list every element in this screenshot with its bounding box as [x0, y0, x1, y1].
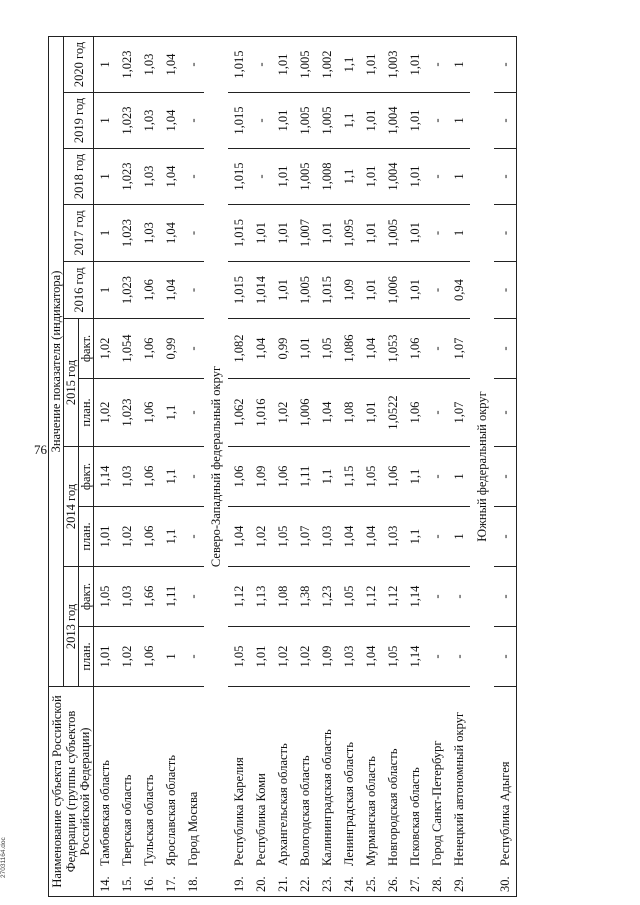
value-cell: 1,14	[404, 627, 426, 687]
value-cell: 1,023	[116, 262, 138, 319]
value-cell: 1,1	[338, 93, 360, 149]
value-cell: 1,023	[116, 37, 138, 93]
value-cell: -	[494, 319, 517, 379]
value-cell: 1,02	[250, 507, 272, 567]
plan-2014-header: план.	[79, 507, 94, 567]
value-cell: 1	[448, 507, 470, 567]
value-cell: 1	[448, 205, 470, 262]
section-title: Южный федеральный округ	[470, 37, 494, 897]
subject-cell	[294, 687, 316, 897]
value-cell: 1,15	[338, 447, 360, 507]
row-number: 25.	[364, 876, 378, 892]
value-cell: 1,1	[316, 447, 338, 507]
subject-name: Республика Карелия	[232, 757, 246, 866]
row-number: 24.	[342, 876, 356, 892]
section-row	[470, 37, 494, 897]
value-cell: 1,01	[294, 319, 316, 379]
plan-2013-header: план.	[79, 627, 94, 687]
fact-2013-header: факт.	[79, 567, 94, 627]
value-cell: 1,02	[272, 379, 294, 447]
subject-name: Город Москва	[186, 791, 200, 866]
table-row	[138, 37, 160, 897]
fact-2014-header: факт.	[79, 447, 94, 507]
table-row	[338, 37, 360, 897]
row-number: 20.	[254, 876, 268, 892]
value-cell: 1,004	[382, 93, 404, 149]
value-cell: -	[426, 262, 448, 319]
subject-name: Калининградская область	[320, 729, 334, 866]
value-cell: 1,01	[272, 205, 294, 262]
table-row	[116, 37, 138, 897]
value-cell: -	[448, 567, 470, 627]
value-cell: -	[426, 319, 448, 379]
value-cell: 1,03	[382, 507, 404, 567]
subject-cell	[182, 687, 204, 897]
value-cell: 1,1	[160, 379, 182, 447]
row-number: 17.	[164, 876, 178, 892]
value-cell: 1,11	[160, 567, 182, 627]
subject-name: Республика Адыгея	[498, 761, 512, 866]
subject-cell	[426, 687, 448, 897]
year-2016-header: 2016 год	[64, 262, 94, 319]
value-cell: -	[426, 205, 448, 262]
table-row	[250, 37, 272, 897]
value-cell: 1,06	[138, 447, 160, 507]
subject-name: Псковская область	[408, 767, 422, 866]
section-title: Северо-Западный федеральный округ	[204, 37, 228, 897]
value-cell: 1,05	[228, 627, 250, 687]
table-row	[294, 37, 316, 897]
row-number: 14.	[98, 876, 112, 892]
year-2018-header: 2018 год	[64, 149, 94, 205]
value-cell: 1,1	[404, 447, 426, 507]
value-cell: 1,01	[250, 627, 272, 687]
value-cell: -	[182, 149, 204, 205]
value-cell: 1,1	[160, 507, 182, 567]
value-cell: 1,06	[138, 379, 160, 447]
value-cell: -	[494, 567, 517, 627]
value-cell: 1,01	[272, 262, 294, 319]
value-cell: -	[426, 507, 448, 567]
value-cell: 1,01	[404, 37, 426, 93]
value-cell: 1,13	[250, 567, 272, 627]
value-cell: -	[448, 627, 470, 687]
value-cell: -	[426, 627, 448, 687]
value-cell: -	[182, 205, 204, 262]
value-cell: 1,01	[404, 262, 426, 319]
indicator-table	[48, 36, 517, 897]
value-cell: 1,015	[228, 37, 250, 93]
value-cell: 1,1	[160, 447, 182, 507]
value-cell: -	[182, 93, 204, 149]
value-cell: 1,01	[94, 627, 117, 687]
subject-cell	[272, 687, 294, 897]
value-cell: 1,04	[250, 319, 272, 379]
value-cell: 1,01	[404, 205, 426, 262]
value-cell: 1,06	[138, 262, 160, 319]
value-cell: 1,04	[360, 319, 382, 379]
row-number: 16.	[142, 876, 156, 892]
value-cell: 1,008	[316, 149, 338, 205]
value-cell: 1	[94, 37, 117, 93]
fact-2015-header: факт.	[79, 319, 94, 379]
value-cell: 1	[94, 262, 117, 319]
value-cell: 1,38	[294, 567, 316, 627]
subject-name: Ярославская область	[164, 755, 178, 866]
value-cell: 1,06	[404, 379, 426, 447]
indicator-group-header: Значение показателя (индикатора)	[49, 37, 64, 687]
table-row	[182, 37, 204, 897]
value-cell: -	[250, 149, 272, 205]
subject-name: Тульская область	[142, 774, 156, 866]
value-cell: 1,023	[116, 379, 138, 447]
value-cell: -	[182, 567, 204, 627]
value-cell: 1,006	[294, 379, 316, 447]
subject-cell	[338, 687, 360, 897]
table-row	[316, 37, 338, 897]
value-cell: -	[494, 507, 517, 567]
value-cell: 1,005	[382, 205, 404, 262]
subject-cell	[228, 687, 250, 897]
subject-cell	[250, 687, 272, 897]
subject-cell	[494, 687, 517, 897]
value-cell: 1,08	[272, 567, 294, 627]
value-cell: 1,06	[404, 319, 426, 379]
plan-2015-header: план.	[79, 379, 94, 447]
value-cell: -	[494, 93, 517, 149]
value-cell: 1,054	[116, 319, 138, 379]
value-cell: 1,06	[138, 507, 160, 567]
value-cell: 1	[448, 93, 470, 149]
value-cell: 0,99	[160, 319, 182, 379]
value-cell: 1,04	[316, 379, 338, 447]
value-cell: 1,04	[160, 93, 182, 149]
value-cell: -	[494, 627, 517, 687]
value-cell: 1,004	[382, 149, 404, 205]
value-cell: 1	[160, 627, 182, 687]
value-cell: 1,01	[272, 37, 294, 93]
value-cell: 1,05	[360, 447, 382, 507]
table-row	[404, 37, 426, 897]
value-cell: 1,04	[360, 627, 382, 687]
year-2014-header: 2014 год	[64, 447, 79, 567]
value-cell: 1,01	[272, 93, 294, 149]
value-cell: 1,04	[160, 37, 182, 93]
section-row	[204, 37, 228, 897]
value-cell: 1,1	[338, 37, 360, 93]
value-cell: 1,023	[116, 205, 138, 262]
value-cell: -	[182, 37, 204, 93]
value-cell: 1,015	[228, 262, 250, 319]
value-cell: 1,06	[382, 447, 404, 507]
subject-cell	[138, 687, 160, 897]
value-cell: 1,0522	[382, 379, 404, 447]
value-cell: 1,01	[404, 149, 426, 205]
value-cell: -	[182, 379, 204, 447]
subject-cell	[94, 687, 117, 897]
subject-cell	[116, 687, 138, 897]
value-cell: -	[426, 37, 448, 93]
value-cell: 1,03	[316, 507, 338, 567]
value-cell: 0,99	[272, 319, 294, 379]
value-cell: 1,023	[116, 149, 138, 205]
value-cell: -	[494, 262, 517, 319]
row-number: 23.	[320, 876, 334, 892]
value-cell: 1,01	[360, 149, 382, 205]
value-cell: 1,002	[316, 37, 338, 93]
value-cell: 1,01	[360, 379, 382, 447]
value-cell: 1	[448, 447, 470, 507]
value-cell: 1,06	[228, 447, 250, 507]
value-cell: -	[250, 93, 272, 149]
value-cell: 1,016	[250, 379, 272, 447]
value-cell: 1,03	[138, 149, 160, 205]
value-cell: 1,023	[116, 93, 138, 149]
row-number: 30.	[498, 876, 512, 892]
table-row	[426, 37, 448, 897]
value-cell: 1,006	[382, 262, 404, 319]
value-cell: 1,09	[316, 627, 338, 687]
value-cell: 1,12	[228, 567, 250, 627]
value-cell: 1,09	[338, 262, 360, 319]
value-cell: 1,04	[228, 507, 250, 567]
value-cell: 1,015	[228, 149, 250, 205]
year-2020-header: 2020 год	[64, 37, 94, 93]
value-cell: 1,007	[294, 205, 316, 262]
value-cell: -	[250, 37, 272, 93]
value-cell: 1,66	[138, 567, 160, 627]
subject-cell	[160, 687, 182, 897]
value-cell: -	[426, 93, 448, 149]
value-cell: 1,06	[138, 319, 160, 379]
value-cell: 1,03	[338, 627, 360, 687]
value-cell: -	[182, 262, 204, 319]
year-2019-header: 2019 год	[64, 93, 94, 149]
subject-cell	[360, 687, 382, 897]
value-cell: 1,01	[250, 205, 272, 262]
value-cell: 1,14	[404, 567, 426, 627]
subject-name: Ненецкий автономный округ	[452, 711, 466, 866]
value-cell: -	[426, 379, 448, 447]
value-cell: 0,94	[448, 262, 470, 319]
value-cell: 1,01	[94, 507, 117, 567]
value-cell: 1,12	[360, 567, 382, 627]
subject-name: Новгородская область	[386, 748, 400, 866]
value-cell: 1,086	[338, 319, 360, 379]
value-cell: 1,005	[294, 149, 316, 205]
value-cell: 1,005	[316, 93, 338, 149]
page-number: 76	[34, 442, 47, 457]
value-cell: 1,014	[250, 262, 272, 319]
value-cell: 1,02	[94, 319, 117, 379]
value-cell: 1	[94, 149, 117, 205]
value-cell: -	[494, 37, 517, 93]
value-cell: 1,04	[160, 205, 182, 262]
subject-name: Город Санкт-Петербург	[430, 740, 444, 866]
value-cell: 1,04	[160, 262, 182, 319]
subject-name: Ленинградская область	[342, 742, 356, 866]
value-cell: -	[426, 447, 448, 507]
subject-name: Архангельская область	[276, 743, 290, 866]
table-row	[382, 37, 404, 897]
value-cell: -	[426, 149, 448, 205]
value-cell: -	[182, 447, 204, 507]
value-cell: 1,06	[272, 447, 294, 507]
value-cell: 1,01	[316, 205, 338, 262]
value-cell: 1,062	[228, 379, 250, 447]
value-cell: -	[426, 567, 448, 627]
value-cell: 1,03	[138, 93, 160, 149]
value-cell: 1,11	[294, 447, 316, 507]
subject-name: Тамбовская область	[98, 760, 112, 866]
value-cell: -	[182, 319, 204, 379]
value-cell: 1,02	[94, 379, 117, 447]
value-cell: 1,005	[294, 37, 316, 93]
rotated-table-container	[48, 37, 608, 897]
subject-column-header: Наименование субъекта Российской Федерации (группы субъектов Российской Федерации)	[49, 687, 94, 897]
value-cell: 1,005	[294, 93, 316, 149]
row-number: 21.	[276, 876, 290, 892]
value-cell: 1,015	[316, 262, 338, 319]
value-cell: 1,01	[360, 262, 382, 319]
value-cell: 1,05	[382, 627, 404, 687]
value-cell: 1,12	[382, 567, 404, 627]
value-cell: -	[494, 447, 517, 507]
value-cell: 1,01	[360, 205, 382, 262]
value-cell: -	[494, 205, 517, 262]
row-number: 22.	[298, 876, 312, 892]
value-cell: 1,03	[138, 37, 160, 93]
value-cell: 1,03	[138, 205, 160, 262]
subject-name: Вологодская область	[298, 755, 312, 866]
value-cell: 1,02	[116, 507, 138, 567]
table-row	[160, 37, 182, 897]
row-number: 29.	[452, 876, 466, 892]
subject-name: Тверская область	[120, 774, 134, 866]
table-row	[360, 37, 382, 897]
subject-cell	[316, 687, 338, 897]
year-2015-header: 2015 год	[64, 319, 79, 447]
value-cell: 1,08	[338, 379, 360, 447]
value-cell: 1,06	[138, 627, 160, 687]
value-cell: 1,095	[338, 205, 360, 262]
value-cell: 1,015	[228, 93, 250, 149]
row-number: 15.	[120, 876, 134, 892]
subject-name: Республика Коми	[254, 773, 268, 866]
value-cell: 1	[94, 93, 117, 149]
value-cell: 1,02	[294, 627, 316, 687]
value-cell: 1,082	[228, 319, 250, 379]
value-cell: 1,005	[294, 262, 316, 319]
value-cell: 1,1	[338, 149, 360, 205]
table-body	[94, 37, 517, 897]
table-row	[94, 37, 117, 897]
subject-cell	[404, 687, 426, 897]
value-cell: 1,07	[294, 507, 316, 567]
value-cell: 1,07	[448, 379, 470, 447]
value-cell: 1,02	[116, 627, 138, 687]
value-cell: 1,09	[250, 447, 272, 507]
value-cell: 1	[94, 205, 117, 262]
value-cell: 1,03	[116, 567, 138, 627]
row-number: 18.	[186, 876, 200, 892]
year-2017-header: 2017 год	[64, 205, 94, 262]
table-row	[228, 37, 250, 897]
row-number: 28.	[430, 876, 444, 892]
value-cell: 1,01	[272, 149, 294, 205]
subject-name: Мурманская область	[364, 756, 378, 866]
value-cell: 1,003	[382, 37, 404, 93]
row-number: 27.	[408, 876, 422, 892]
table-row	[448, 37, 470, 897]
subject-cell	[448, 687, 470, 897]
table-row	[494, 37, 517, 897]
value-cell: 1,04	[160, 149, 182, 205]
value-cell: 1,23	[316, 567, 338, 627]
value-cell: -	[494, 379, 517, 447]
value-cell: 1,053	[382, 319, 404, 379]
value-cell: 1,01	[360, 37, 382, 93]
subject-cell	[382, 687, 404, 897]
value-cell: 1,05	[316, 319, 338, 379]
value-cell: 1,1	[404, 507, 426, 567]
table-row	[272, 37, 294, 897]
value-cell: 1,05	[272, 507, 294, 567]
value-cell: -	[182, 627, 204, 687]
value-cell: 1,01	[360, 93, 382, 149]
value-cell: 1	[448, 37, 470, 93]
year-2013-header: 2013 год	[64, 567, 79, 687]
value-cell: 1,01	[404, 93, 426, 149]
value-cell: 1,04	[360, 507, 382, 567]
value-cell: 1	[448, 149, 470, 205]
row-number: 26.	[386, 876, 400, 892]
value-cell: 1,05	[338, 567, 360, 627]
value-cell: 1,07	[448, 319, 470, 379]
value-cell: -	[182, 507, 204, 567]
value-cell: -	[494, 149, 517, 205]
value-cell: 1,04	[338, 507, 360, 567]
value-cell: 1,05	[94, 567, 117, 627]
value-cell: 1,02	[272, 627, 294, 687]
value-cell: 1,015	[228, 205, 250, 262]
value-cell: 1,14	[94, 447, 117, 507]
document-code: 27031164.doc	[0, 837, 7, 878]
value-cell: 1,03	[116, 447, 138, 507]
row-number: 19.	[232, 876, 246, 892]
